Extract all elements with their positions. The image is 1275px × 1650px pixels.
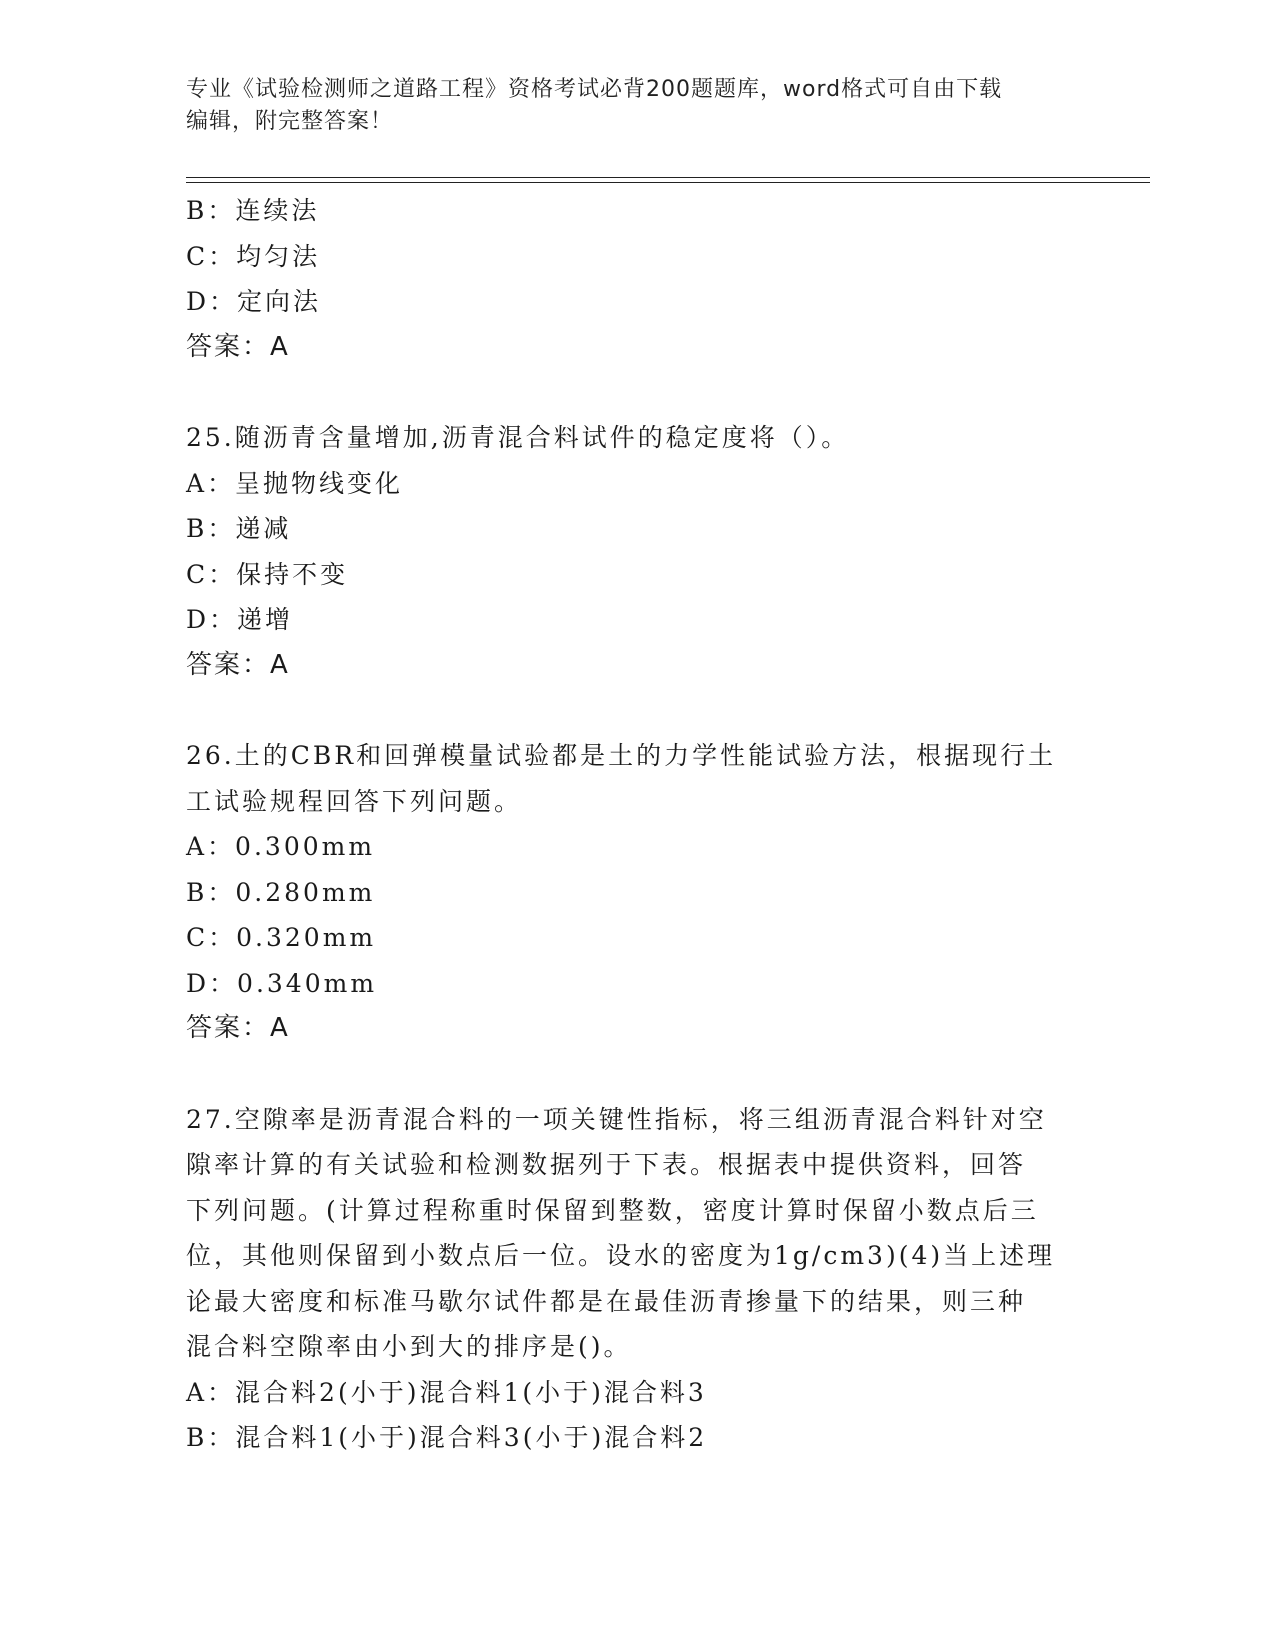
question-text: 下列问题。(计算过程称重时保留到整数，密度计算时保留小数点后三: [186, 1195, 1039, 1225]
header-line-2: 编辑，附完整答案！: [186, 109, 394, 134]
spacer: [186, 688, 1076, 733]
question-text: 隙率计算的有关试验和检测数据列于下表。根据表中提供资料，回答: [186, 1150, 1027, 1179]
prev-question: [186, 188, 1076, 370]
option-d: D：递增: [186, 605, 294, 634]
option-b: B：递减: [186, 514, 292, 543]
option-b: B：混合料1(小于)混合料3(小于)混合料2: [186, 1423, 708, 1452]
question-list: [186, 188, 1076, 1461]
question-text: 位，其他则保留到小数点后一位。设水的密度为1g/cm3)(4)当上述理: [186, 1241, 1056, 1270]
question-text: 工试验规程回答下列问题。: [186, 786, 523, 816]
question-26: [186, 733, 1076, 1052]
spacer: [186, 370, 1076, 415]
option-b: B：连续法: [186, 196, 320, 225]
answer-line: 答案：A: [186, 331, 290, 362]
answer-line: 答案：A: [186, 1013, 290, 1043]
question-27: [186, 1097, 1076, 1461]
spacer: [186, 1052, 1076, 1097]
option-b: B：0.280mm: [186, 877, 376, 907]
option-c: C：保持不变: [186, 559, 349, 589]
option-c: C：0.320mm: [186, 923, 377, 952]
question-25: [186, 415, 1076, 688]
option-a: A：呈抛物线变化: [186, 468, 404, 498]
option-c: C：均匀法: [186, 241, 321, 271]
option-d: D：定向法: [186, 287, 322, 316]
document-header: [186, 74, 1066, 138]
answer-line: 答案：A: [186, 649, 290, 680]
option-d: D：0.340mm: [186, 968, 378, 998]
header-divider-top: [186, 177, 1150, 178]
question-text: 26.土的CBR和回弹模量试验都是土的力学性能试验方法，根据现行土: [186, 741, 1057, 770]
question-text: 论最大密度和标准马歇尔试件都是在最佳沥青掺量下的结果，则三种: [186, 1286, 1027, 1316]
question-text: 混合料空隙率由小到大的排序是()。: [186, 1332, 632, 1361]
question-text: 25.随沥青含量增加,沥青混合料试件的稳定度将（）。: [186, 423, 850, 452]
header-divider-bottom: [186, 182, 1150, 183]
question-text: 27.空隙率是沥青混合料的一项关键性指标，将三组沥青混合料针对空: [186, 1104, 1047, 1134]
option-a: A：混合料2(小于)混合料1(小于)混合料3: [186, 1377, 707, 1407]
header-line-1: 专业《试验检测师之道路工程》资格考试必背200题题库，word格式可自由下载: [186, 77, 1003, 102]
option-a: A：0.300mm: [186, 832, 376, 861]
